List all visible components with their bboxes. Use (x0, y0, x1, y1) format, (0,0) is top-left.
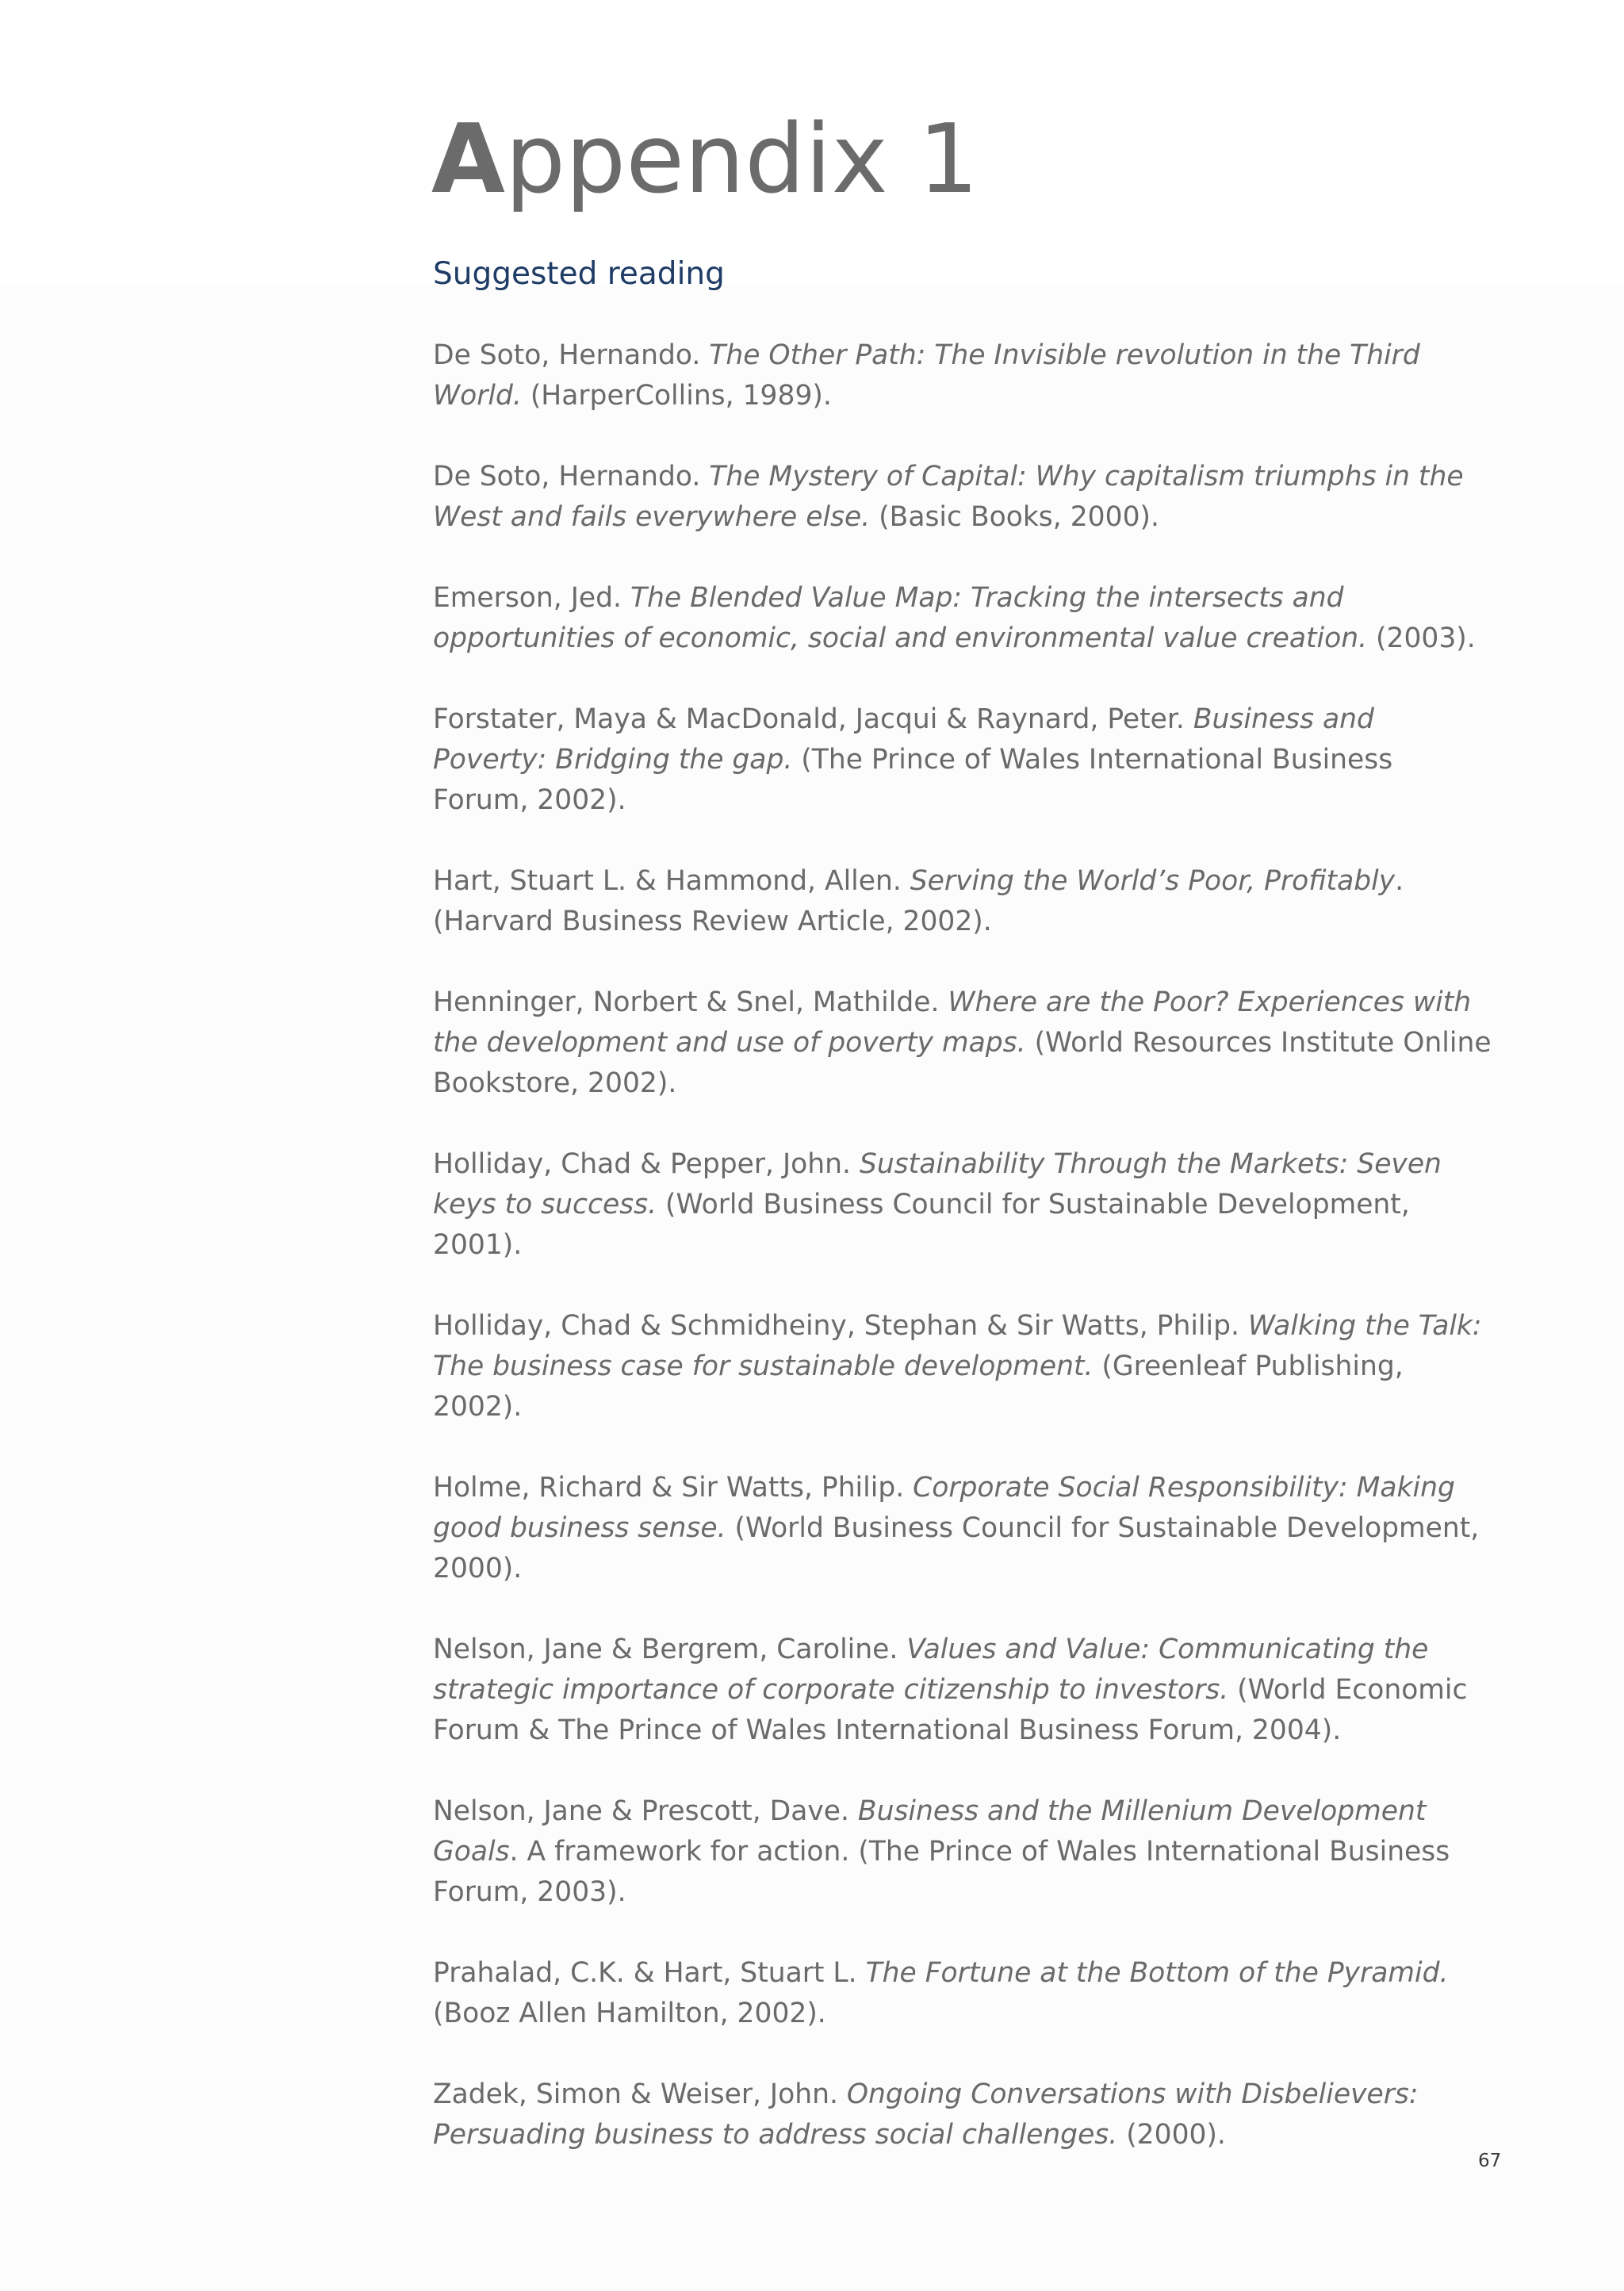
reference-source: (World Business Council for Sustainable Development, 2000). (433, 1512, 1480, 1584)
reference-source: (Basic Books, 2000). (870, 501, 1159, 533)
reference-entry (433, 983, 1496, 1104)
reference-list (433, 335, 1496, 2196)
reference-authors: Forstater, Maya & MacDonald, Jacqui & Raynard, Peter. (433, 703, 1193, 735)
reference-authors: Hart, Stuart L. & Hammond, Allen. (433, 865, 910, 897)
reference-work-title: Corporate Social Responsibility: Making good business sense. (433, 1472, 1455, 1544)
reference-entry (433, 335, 1496, 416)
reference-source: (Booz Allen Hamilton, 2002). (433, 1998, 826, 2029)
reference-entry (433, 2075, 1496, 2155)
reference-work-title: The Other Path: The Invisible revolution in the Third World. (433, 339, 1420, 412)
reference-entry (433, 1953, 1496, 2034)
reference-work-title: Serving the World’s Poor, Profitably (910, 865, 1396, 897)
reference-authors: Zadek, Simon & Weiser, John. (433, 2078, 847, 2110)
reference-work-title: Where are the Poor? Experiences with the development and use of poverty maps. (433, 987, 1472, 1059)
reference-authors: Emerson, Jed. (433, 582, 630, 614)
reference-source: (World Business Council for Sustainable Development, 2001). (433, 1189, 1410, 1261)
reference-work-title: The Mystery of Capital: Why capitalism triumphs in the West and fails everywhere else. (433, 461, 1464, 533)
reference-source: . A framework for action. (The Prince of Wales International Business Forum, 2003). (433, 1836, 1450, 1908)
reference-entry (433, 1630, 1496, 1751)
reference-authors: Holliday, Chad & Schmidheiny, Stephan & Sir Watts, Philip. (433, 1310, 1248, 1342)
reference-entry (433, 457, 1496, 538)
reference-work-title: Sustainability Through the Markets: Seven keys to success. (433, 1148, 1442, 1220)
reference-source: (World Resources Institute Online Bookstore, 2002). (433, 1027, 1492, 1099)
reference-work-title: The Blended Value Map: Tracking the intersects and opportunities of economic, social and environmental value creation. (433, 582, 1368, 654)
reference-entry (433, 1306, 1496, 1427)
reference-source: (Greenleaf Publishing, 2002). (433, 1350, 1404, 1423)
reference-authors: De Soto, Hernando. (433, 339, 710, 371)
reference-source: (The Prince of Wales International Business Forum, 2002). (433, 744, 1393, 816)
reference-entry (433, 1468, 1496, 1589)
reference-source: (HarperCollins, 1989). (521, 380, 832, 412)
reference-entry (433, 1144, 1496, 1266)
reference-entry (433, 861, 1496, 942)
reference-entry (433, 1791, 1496, 1913)
reference-authors: De Soto, Hernando. (433, 461, 710, 492)
reference-authors: Holliday, Chad & Pepper, John. (433, 1148, 860, 1180)
reference-source: (World Economic Forum & The Prince of Wales International Business Forum, 2004). (433, 1674, 1468, 1746)
reference-source: (2003). (1367, 623, 1476, 654)
reference-source: . (Harvard Business Review Article, 2002). (433, 865, 1404, 937)
reference-authors: Henninger, Norbert & Snel, Mathilde. (433, 987, 948, 1018)
reference-entry (433, 699, 1496, 821)
reference-work-title: Values and Value: Communicating the strategic importance of corporate citizenship to investors. (433, 1634, 1429, 1706)
page-title-rest: ppendix 1 (504, 105, 979, 215)
reference-work-title: The Fortune at the Bottom of the Pyramid. (865, 1957, 1449, 1989)
page-title-initial: A (431, 105, 505, 215)
section-heading: Suggested reading (433, 256, 725, 292)
reference-source: (2000). (1117, 2119, 1226, 2151)
page-number: 67 (1478, 2151, 1502, 2171)
page-title (431, 97, 979, 224)
reference-authors: Holme, Richard & Sir Watts, Philip. (433, 1472, 914, 1504)
reference-work-title: Business and Poverty: Bridging the gap. (433, 703, 1374, 776)
reference-authors: Nelson, Jane & Prescott, Dave. (433, 1795, 858, 1827)
reference-work-title: Walking the Talk: The business case for sustainable development. (433, 1310, 1482, 1382)
reference-authors: Nelson, Jane & Bergrem, Caroline. (433, 1634, 907, 1665)
reference-authors: Prahalad, C.K. & Hart, Stuart L. (433, 1957, 866, 1989)
reference-entry (433, 578, 1496, 659)
reference-work-title: Ongoing Conversations with Disbelievers: Persuading business to address social challenges. (433, 2078, 1419, 2151)
reference-work-title: Business and the Millenium Development Goals (433, 1795, 1427, 1868)
